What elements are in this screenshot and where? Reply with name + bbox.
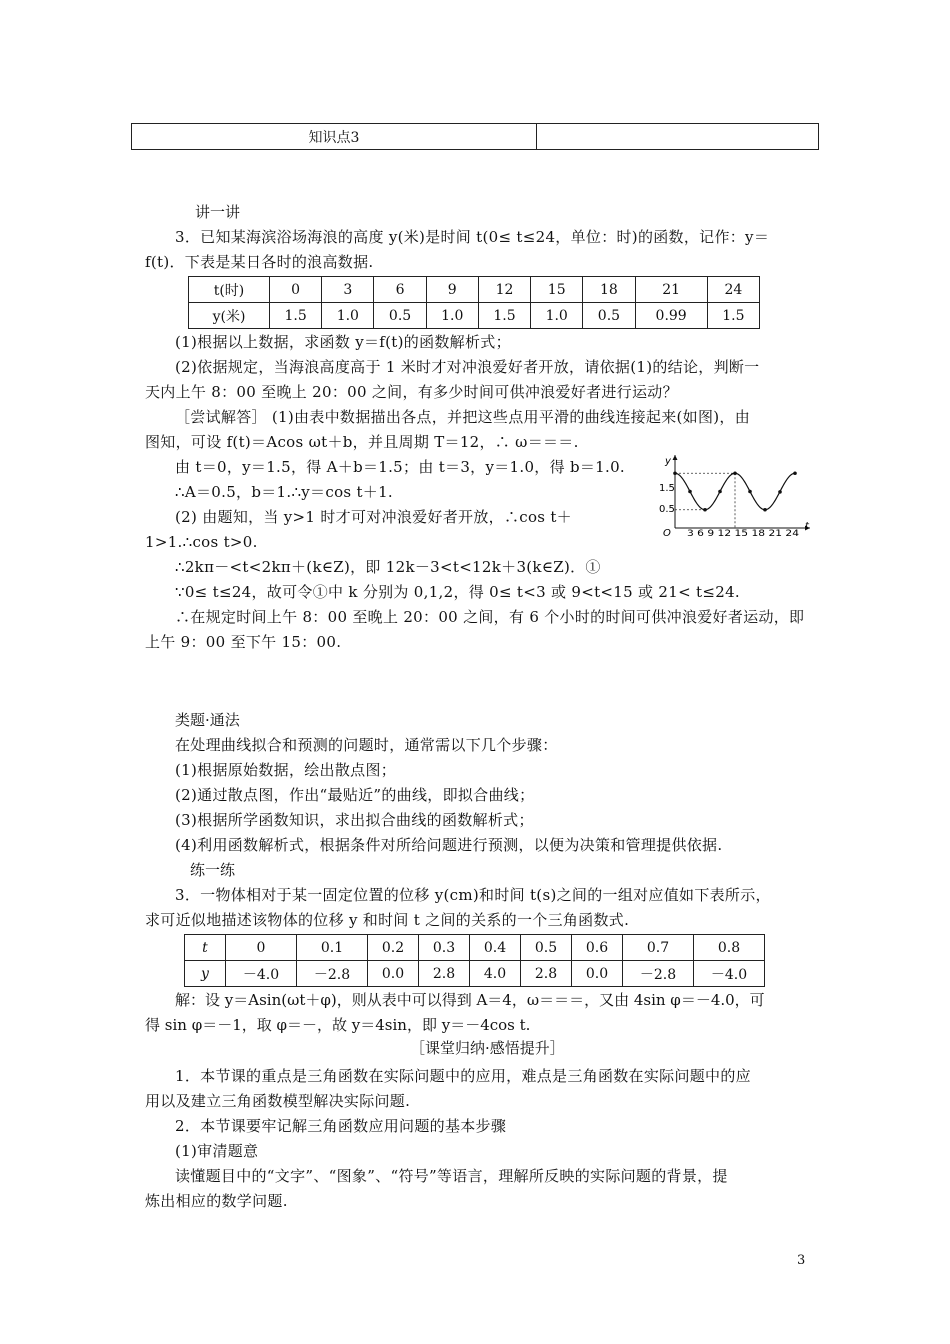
table-cell: 0.5: [583, 303, 635, 329]
table-row: [189, 277, 760, 303]
table-cell: －2.8: [297, 961, 368, 987]
table-cell: 0.5: [521, 935, 572, 961]
summary-text: 用以及建立三角函数模型解决实际问题.: [145, 1092, 411, 1110]
solution-text: ∴在规定时间上午 8：00 至晚上 20：00 之间，有 6 个小时的时间可供冲浪爱好者运动，即: [175, 608, 805, 626]
table-cell: 0.7: [623, 935, 694, 961]
table-cell: 0.2: [368, 935, 419, 961]
x-tick-labels: 3 6 9 12 15 18 21 24: [687, 529, 800, 538]
solution-text: 1>1.∴cos t>0.: [145, 533, 258, 551]
y-axis-arrow: [673, 455, 678, 460]
table-cell: 0.0: [368, 961, 419, 987]
solution-text: 由 t＝0，y＝1.5，得 A＋b＝1.5；由 t＝3，y＝1.0，得 b＝1.0.: [175, 458, 625, 476]
table-cell: 0: [226, 935, 297, 961]
table-cell: －4.0: [694, 961, 765, 987]
summary-text: 1．本节课的重点是三角函数在实际问题中的应用，难点是三角函数在实际问题中的应: [175, 1067, 751, 1085]
table-cell: 1.5: [707, 303, 759, 329]
method-intro: 在处理曲线拟合和预测的问题时，通常需以下几个步骤：: [175, 736, 558, 754]
data-point: [793, 471, 797, 475]
table-cell: 0.0: [572, 961, 623, 987]
table-cell: 2.8: [419, 961, 470, 987]
row-header: y(米): [189, 303, 270, 329]
table-cell: 12: [478, 277, 530, 303]
solution-text: ［尝试解答］ (1)由表中数据描出各点，并把这些点用平滑的曲线连接起来(如图)，由: [175, 408, 751, 426]
table-cell: 3: [322, 277, 374, 303]
solution-text: 图知，可设 f(t)＝Acos ωt＋b，并且周期 T＝12，∴ ω＝＝＝.: [145, 433, 579, 451]
problem-text: 3．已知某海滨浴场海浪的高度 y(米)是时间 t(0≤ t≤24，单位：时)的函数，记作：y＝: [175, 228, 770, 246]
table-cell: 0.4: [470, 935, 521, 961]
question-2: (2)依据规定，当海浪高度高于 1 米时才对冲浪爱好者开放，请依据(1)的结论，判断一: [175, 358, 760, 376]
table-cell: 0.1: [297, 935, 368, 961]
knowledge-point-table: [131, 123, 819, 150]
method-step: (3)根据所学函数知识，求出拟合曲线的函数解析式；: [175, 811, 534, 829]
table-cell: 21: [635, 277, 707, 303]
solution-text: 上午 9：00 至下午 15：00.: [145, 633, 342, 651]
table-row: [185, 961, 765, 987]
section-heading-practice: 练一练: [190, 861, 236, 879]
table-cell: 0.6: [572, 935, 623, 961]
solution-text: ∴A＝0.5，b＝1.∴y＝cos t＋1.: [175, 483, 393, 501]
table-cell: 0.5: [374, 303, 426, 329]
table-cell: 2.8: [521, 961, 572, 987]
table-row: [189, 303, 760, 329]
y-axis-label: y: [665, 456, 671, 467]
row-header: y: [185, 961, 226, 987]
table-cell: 1.0: [531, 303, 583, 329]
question-2: 天内上午 8：00 至晚上 20：00 之间，有多少时间可供冲浪爱好者进行运动？: [145, 383, 678, 401]
table-cell: 1.0: [426, 303, 478, 329]
solution-text: ∴2kπ－<t<2kπ＋(k∈Z)，即 12k－3<t<12k＋3(k∈Z)．①: [175, 558, 601, 576]
table-cell: 0.8: [694, 935, 765, 961]
wave-graph: [655, 450, 815, 538]
summary-text: 读懂题目中的“文字”、“图象”、“符号”等语言，理解所反映的实际问题的背景，提: [175, 1167, 728, 1185]
solution-text: ∵0≤ t≤24，故可令①中 k 分别为 0,1,2，得 0≤ t<3 或 9<t<15 或 21< t≤24.: [175, 583, 740, 601]
solution-text: 解：设 y＝Asin(ωt＋φ)，则从表中可以得到 A＝4，ω＝＝＝，又由 4sin φ＝－4.0，可: [175, 991, 765, 1009]
problem-text: f(t)．下表是某日各时的浪高数据.: [145, 253, 374, 271]
displacement-table: [184, 934, 765, 987]
table-row: [185, 935, 765, 961]
data-point: [733, 471, 737, 475]
table-cell: 6: [374, 277, 426, 303]
table-cell: 4.0: [470, 961, 521, 987]
solution-text: 得 sin φ＝－1，取 φ＝－，故 y＝4sin，即 y＝－4cos t.: [145, 1016, 531, 1034]
x-axis-label: t: [805, 521, 809, 532]
origin-label: O: [663, 528, 671, 538]
y-tick-label: 0.5: [659, 504, 675, 515]
table-cell: －2.8: [623, 961, 694, 987]
table-cell: 0.3: [419, 935, 470, 961]
knowledge-point-cell: 知识点3: [132, 124, 537, 150]
solution-text: (2) 由题知，当 y>1 时才可对冲浪爱好者开放，∴cos t＋: [175, 508, 572, 526]
data-point: [718, 490, 722, 494]
table-cell: 0: [270, 277, 322, 303]
data-point: [673, 471, 677, 475]
section-heading-lecture: 讲一讲: [195, 203, 241, 221]
table-cell: 24: [707, 277, 759, 303]
method-step: (1)根据原始数据，绘出散点图；: [175, 761, 397, 779]
method-step: (2)通过散点图，作出“最贴近”的曲线，即拟合曲线；: [175, 786, 535, 804]
data-point: [748, 490, 752, 494]
data-point: [703, 508, 707, 512]
summary-text: (1)审清题意: [175, 1142, 259, 1160]
empty-cell: [537, 124, 819, 150]
section-heading-methods: 类题·通法: [175, 711, 240, 729]
page-number: 3: [797, 1253, 806, 1268]
table-cell: 1.5: [478, 303, 530, 329]
row-header: t(时): [189, 277, 270, 303]
table-cell: 15: [531, 277, 583, 303]
summary-text: 2．本节课要牢记解三角函数应用问题的基本步骤: [175, 1117, 507, 1135]
table-cell: 1.0: [322, 303, 374, 329]
y-tick-label: 1.5: [659, 483, 675, 494]
wave-height-table: [188, 276, 760, 329]
method-step: (4)利用函数解析式，根据条件对所给问题进行预测，以便为决策和管理提供依据.: [175, 836, 723, 854]
table-cell: 0.99: [635, 303, 707, 329]
question-1: (1)根据以上数据，求函数 y＝f(t)的函数解析式；: [175, 333, 511, 351]
summary-text: 炼出相应的数学问题.: [145, 1192, 288, 1210]
data-point: [778, 490, 782, 494]
row-header: t: [185, 935, 226, 961]
problem-text: 3．一物体相对于某一固定位置的位移 y(cm)和时间 t(s)之间的一组对应值如下表所示，: [175, 886, 771, 904]
data-point: [763, 508, 767, 512]
table-cell: 18: [583, 277, 635, 303]
summary-heading: ［课堂归纳·感悟提升］: [410, 1039, 565, 1057]
problem-text: 求可近似地描述该物体的位移 y 和时间 t 之间的关系的一个三角函数式.: [145, 911, 630, 929]
table-cell: －4.0: [226, 961, 297, 987]
table-cell: 9: [426, 277, 478, 303]
data-point: [688, 490, 692, 494]
table-cell: 1.5: [270, 303, 322, 329]
